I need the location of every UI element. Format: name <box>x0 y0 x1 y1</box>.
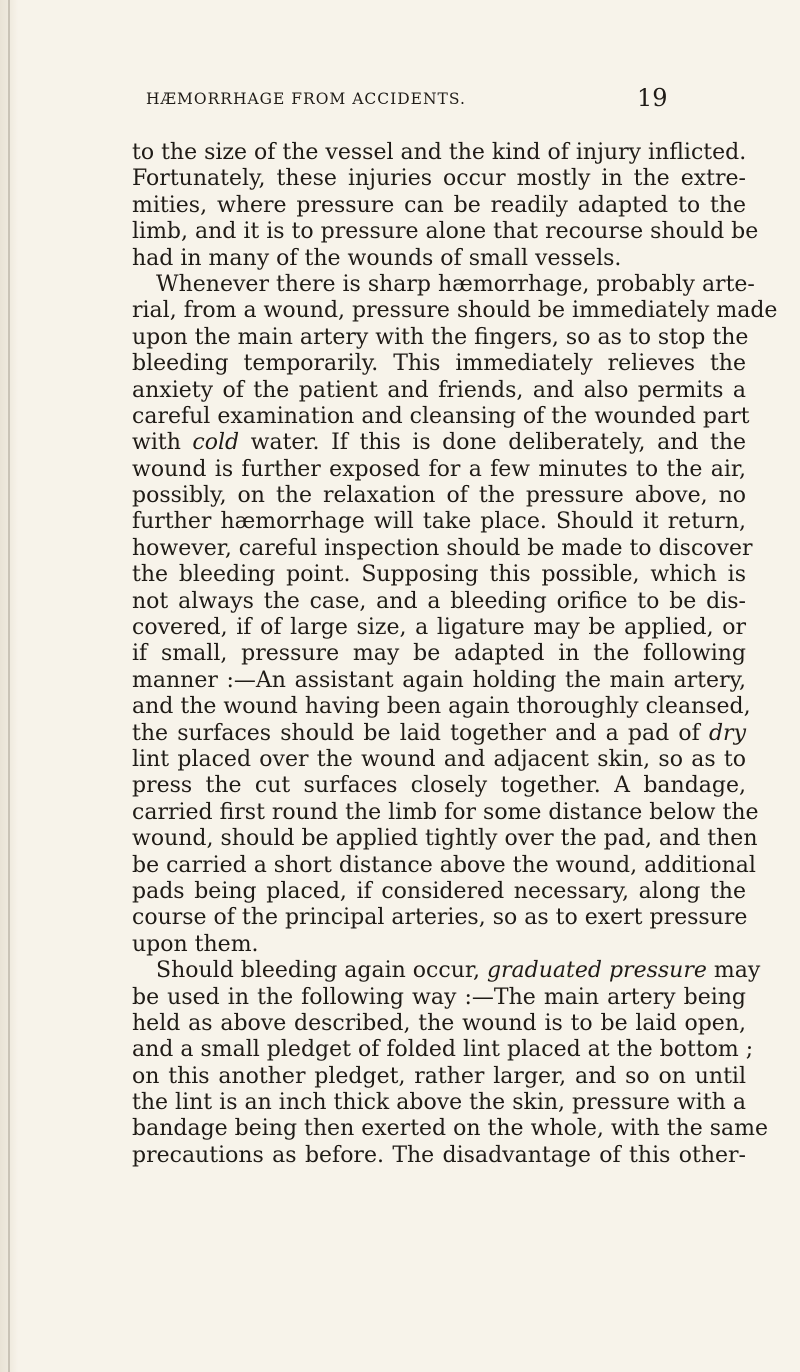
text-segment: may <box>706 958 761 984</box>
text-line: bleeding temporarily. This immediately relieves the <box>132 351 746 377</box>
text-line: rial, from a wound, pressure should be immediately made <box>132 298 778 324</box>
text-line: and a small pledget of folded lint placed at the bottom ; <box>132 1037 754 1063</box>
text-line: further hæmorrhage will take place. Should it return, <box>132 509 746 535</box>
text-line: press the cut surfaces closely together. A bandage, <box>132 773 746 799</box>
text-line: and the wound having been again thoroughly cleansed, <box>132 694 751 720</box>
text-line: possibly, on the relaxation of the pressure above, no <box>132 483 746 509</box>
text-line: however, careful inspection should be made to discover <box>132 535 753 561</box>
text-line: careful examination and cleansing of the wounded part <box>132 403 750 429</box>
text-segment: water. If this is done deliberately, and the <box>239 430 747 456</box>
text-line <box>132 721 746 747</box>
emphasis: dry <box>708 720 746 746</box>
text-line: if small, pressure may be adapted in the following <box>132 641 746 667</box>
text-line: Fortunately, these injuries occur mostly in the extre- <box>132 166 746 192</box>
text-line: covered, if of large size, a ligature may be applied, or <box>132 615 746 641</box>
book-page <box>132 84 778 1168</box>
text-line: carried first round the limb for some distance below the <box>132 799 759 825</box>
text-line <box>132 430 746 456</box>
page-gutter <box>0 0 18 1372</box>
body-text <box>132 140 778 1169</box>
emphasis: cold <box>192 430 240 456</box>
text-line: precautions as before. The disadvantage of this other- <box>132 1142 746 1168</box>
running-head <box>132 84 752 116</box>
text-line: course of the principal arteries, so as to exert pressure <box>132 905 748 931</box>
text-line: to the size of the vessel and the kind of injury inflicted. <box>132 140 747 165</box>
text-line: be used in the following way :—The main artery being <box>132 984 746 1010</box>
text-line: wound, should be applied tightly over the pad, and then <box>132 826 758 852</box>
text-line: pads being placed, if considered necessary, along the <box>132 878 746 904</box>
text-line: be carried a short distance above the wound, additional <box>132 852 756 878</box>
text-segment: with <box>132 430 193 456</box>
text-line: anxiety of the patient and friends, and also permits a <box>132 377 746 403</box>
text-line: upon the main artery with the fingers, so as to stop the <box>132 324 749 350</box>
text-line: not always the case, and a bleeding orifice to be dis- <box>132 588 746 614</box>
text-line: mities, where pressure can be readily adapted to the <box>132 192 746 218</box>
text-line <box>132 958 761 984</box>
text-segment: the surfaces should be laid together and a pad of <box>132 720 709 746</box>
text-line: lint placed over the wound and adjacent skin, so as to <box>132 746 746 772</box>
binding-edge <box>8 0 10 1372</box>
text-segment: Should bleeding again occur, <box>156 958 487 984</box>
emphasis: graduated pressure <box>486 958 707 984</box>
text-line: on this another pledget, rather larger, and so on until <box>132 1063 746 1089</box>
text-line: held as above described, the wound is to be laid open, <box>132 1010 746 1036</box>
text-line: upon them. <box>132 931 259 957</box>
text-line: bandage being then exerted on the whole, with the same <box>132 1116 769 1142</box>
text-line: wound is further exposed for a few minutes to the air, <box>132 456 746 482</box>
text-line: the bleeding point. Supposing this possible, which is <box>132 562 746 588</box>
text-line: the lint is an inch thick above the skin, pressure with a <box>132 1090 746 1116</box>
text-line: Whenever there is sharp hæmorrhage, probably arte- <box>156 271 755 297</box>
page-number: 19 <box>637 84 668 112</box>
running-title: HÆMORRHAGE FROM ACCIDENTS. <box>146 90 466 108</box>
text-line: manner :—An assistant again holding the main artery, <box>132 667 746 693</box>
text-line: had in many of the wounds of small vessels. <box>132 245 622 271</box>
text-line: limb, and it is to pressure alone that recourse should be <box>132 219 759 245</box>
